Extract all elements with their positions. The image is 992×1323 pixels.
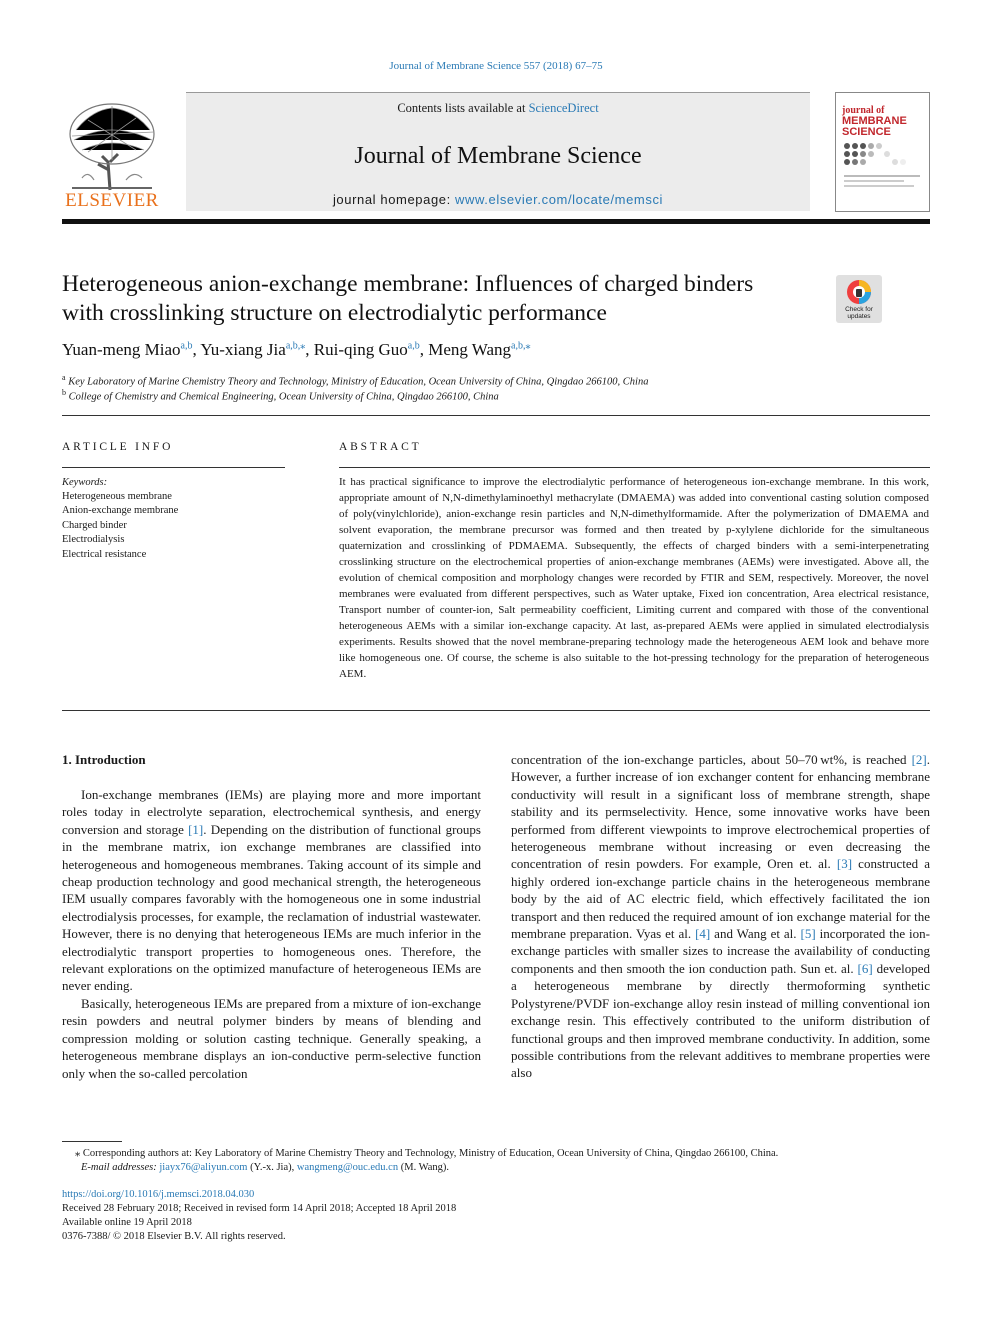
- abstract-text: It has practical significance to improve the electrodialytic performance of heterogeneous ion-exchange membrane. In this work, appropriate amount of N,N-dimethylaminoethyl methacrylate (DMAEMA) was added into conventional casting solution composed of poly(vinylchloride), anion-exchange resin particles and N,N-dimethylformamide. After the polymerization of DMAEMA and solvent evaporation, the membrane precursor was formed and then treated by p-xylylene dichloride for the simultaneous quaternization and crosslinking of PDMAEMA. Subsequently, the effects of charged binders with a semi-interpenetrating crosslinking structure on the electrochemical properties of anion-exchange membranes (AEMs) were investigated. Above all, the evolution of chemical composition and morphology changes were recorded by FTIR and SEM, respectively. Moreover, the novel membranes were evaluated from different perspectives, such as Water uptake, Fixed ion concentration, Area electrical resistance, Transport number of counter-ion, Salt permeability coefficient, Limiting current and compared with those of the conventional heterogeneous AEMs with a similar ion-exchange capacity. At last, as-prepared AEMs were applied in simulated electrodialysis experiments. Results showed that the novel membrane-preparing technology made the heterogeneous AEM look and behave more like homogeneous one. Of course, the scheme is also suitable to the hot-pressing technology for the preparation of heterogeneous AEM.: [339, 476, 929, 680]
- author-separator: ,: [192, 340, 201, 359]
- cover-text-line: [844, 175, 920, 177]
- cover-art-icon: [842, 141, 922, 171]
- online-date: Available online 19 April 2018: [62, 1217, 192, 1228]
- keywords-label: Keywords:: [62, 477, 108, 488]
- header-divider: [62, 219, 930, 224]
- paragraph-text: Ion-exchange membranes (IEMs) are playing more and more important roles today in electrolyte separation, electrochemical synthesis, and energy conversion and storage: [62, 787, 481, 837]
- email-owner: (M. Wang).: [398, 1162, 449, 1173]
- email-link[interactable]: jiayx76@aliyun.com: [159, 1162, 248, 1173]
- email-owner: (Y.-x. Jia),: [247, 1162, 297, 1173]
- contents-prefix: Contents lists available at: [397, 101, 526, 115]
- introduction-heading: 1. Introduction: [62, 752, 146, 767]
- author-name[interactable]: Meng Wang: [428, 340, 512, 359]
- section-divider: [62, 710, 930, 711]
- keyword: Electrodialysis: [62, 534, 125, 546]
- email-label: E-mail addresses:: [81, 1162, 157, 1173]
- sciencedirect-link[interactable]: ScienceDirect: [528, 101, 599, 115]
- email-link[interactable]: wangmeng@ouc.edu.cn: [296, 1162, 399, 1173]
- citation-link[interactable]: [4]: [695, 926, 711, 942]
- author-list: [62, 340, 531, 360]
- crossmark-icon: [846, 279, 872, 305]
- article-info-heading: ARTICLE INFO: [62, 441, 174, 453]
- article-info-divider: [62, 467, 285, 468]
- contents-line: [186, 101, 810, 116]
- abstract-heading: ABSTRACT: [339, 441, 422, 453]
- author-affiliation-marks[interactable]: a,b,⁎: [511, 340, 531, 352]
- elsevier-logo: [62, 100, 162, 212]
- paragraph-text: incorporated the ion-exchange particles with smaller sizes to increase the availability of conducting components and then smooth the ion conduction path. Sun et. al.: [511, 926, 930, 976]
- paragraph-text: and Wang et al.: [710, 926, 801, 942]
- publisher-wordmark: ELSEVIER: [65, 190, 159, 211]
- abstract-divider: [339, 467, 930, 468]
- journal-homepage: [186, 192, 810, 207]
- copyright-notice: 0376-7388/ © 2018 Elsevier B.V. All rights reserved.: [62, 1231, 286, 1242]
- journal-cover-thumbnail[interactable]: [835, 92, 930, 212]
- keywords-list: [62, 490, 292, 562]
- citation-link[interactable]: [5]: [800, 926, 816, 942]
- keyword: Anion-exchange membrane: [62, 505, 179, 517]
- journal-header: [186, 92, 810, 211]
- doi-link[interactable]: https://doi.org/10.1016/j.memsci.2018.04.030: [62, 1189, 255, 1200]
- author-affiliation-marks[interactable]: a,b,⁎: [285, 340, 306, 352]
- author-separator: ,: [419, 340, 429, 359]
- cover-title-line1: journal of: [842, 105, 885, 116]
- body-paragraph: [62, 786, 481, 995]
- corresponding-author-note: ⁎ Corresponding authors at: Key Laboratory of Marine Chemistry Theory and Technology, Ministry of Education, Ocean University of China, Qingdao 266100, China.: [75, 1148, 779, 1159]
- affiliation-b: [62, 388, 499, 403]
- keyword: Charged binder: [62, 519, 127, 531]
- affiliation-mark: a: [62, 373, 66, 382]
- affiliation-a: [62, 373, 648, 388]
- body-paragraph: [62, 995, 481, 1082]
- author-name[interactable]: Yu-xiang Jia: [200, 340, 286, 359]
- article-title-line1: Heterogeneous anion-exchange membrane: Influences of charged binders: [62, 271, 754, 297]
- footnote-divider: [62, 1141, 122, 1142]
- cover-text-line: [844, 185, 914, 187]
- paragraph-text: constructed a highly ordered ion-exchange particle chains in the heterogeneous membrane body by the aid of AC electric field, which effectively facilitated the ion transport and then reduced the required amount of ion exchange material for the membrane preparation. Vyas et al.: [511, 856, 930, 942]
- author-affiliation-marks[interactable]: a,b: [180, 340, 193, 352]
- keyword: Heterogeneous membrane: [62, 491, 172, 502]
- citation-link[interactable]: [2]: [911, 752, 927, 767]
- citation-link[interactable]: [1]: [188, 821, 204, 837]
- author-name[interactable]: Yuan-meng Miao: [62, 340, 181, 359]
- author-separator: ,: [305, 340, 314, 359]
- affiliation-text: Key Laboratory of Marine Chemistry Theory and Technology, Ministry of Education, Ocean University of China, Qingdao 266100, China: [68, 376, 649, 388]
- homepage-prefix: journal homepage:: [332, 192, 451, 207]
- cover-title-line2: MEMBRANE: [842, 115, 907, 127]
- received-dates: Received 28 February 2018; Received in revised form 14 April 2018; Accepted 18 April 2018: [62, 1203, 457, 1214]
- author-name[interactable]: Rui-qing Guo: [313, 340, 408, 359]
- affiliation-text: College of Chemistry and Chemical Engineering, Ocean University of China, Qingdao 266100, China: [68, 391, 499, 403]
- citation-link[interactable]: [6]: [857, 960, 873, 976]
- body-column-right: [511, 751, 930, 1082]
- body-paragraph: [511, 751, 930, 1082]
- body-column-left: [62, 786, 481, 1082]
- section-divider: [62, 415, 930, 416]
- article-title-line2: with crosslinking structure on electrodialytic performance: [62, 300, 607, 326]
- cover-title-line3: SCIENCE: [842, 126, 891, 138]
- paragraph-text: concentration of the ion-exchange particles, about 50–70 wt%, is reached: [511, 752, 912, 767]
- keyword: Electrical resistance: [62, 548, 147, 560]
- article-title: [62, 270, 822, 328]
- homepage-link[interactable]: www.elsevier.com/locate/memsci: [455, 192, 664, 207]
- paragraph-text: developed a heterogeneous membrane by directly thermoforming synthetic Polystyrene/PVDF ion-exchange alloy resin instead of milling conventional ion exchange resin. This effectively contributed to the uniform distribution of functional groups and then improved membrane conductivity. In addition, some possible contributions from the relevant additives to membrane properties were also: [511, 960, 931, 1081]
- cover-text-line: [844, 180, 904, 182]
- check-for-updates-badge[interactable]: [836, 275, 882, 323]
- tree-icon: [62, 100, 162, 192]
- journal-citation[interactable]: Journal of Membrane Science 557 (2018) 67–75: [389, 60, 603, 72]
- paragraph-text: . However, a further increase of ion exchanger content for enhancing membrane conductivity will result in a significant loss of membrane strength, shape stability and its permselectivity. Hence, some innovative works have been performed from different viewpoints to improve electrochemical properties of heterogeneous membrane without increasing or even decreasing the concentration of resin powders. For example, Oren et. al.: [511, 752, 930, 872]
- affiliation-mark: b: [62, 388, 66, 397]
- crossmark-label: Check for updates: [845, 306, 873, 320]
- paragraph-text: Basically, heterogeneous IEMs are prepared from a mixture of ion-exchange resin powders and neutral polymer binders by means of blending and compression molding or solution casting technique. Generally speaking, a heterogeneous membrane displays an ion-conductive perm-selective function only when the so-called percolation: [62, 995, 481, 1081]
- citation-link[interactable]: [3]: [836, 856, 853, 872]
- email-addresses: [81, 1162, 449, 1173]
- author-affiliation-marks[interactable]: a,b: [407, 340, 420, 352]
- journal-title: Journal of Membrane Science: [354, 143, 642, 169]
- paragraph-text: . Depending on the distribution of functional groups in the membrane matrix, ion exchange membranes are classified into heterogeneous and homogeneous membranes. Taking account of its simple and cheap production technology and good mechanical strength, the heterogeneous IEM usually compares favorably with the homogeneous one in some industrial electrodialysis processes, for example, the reclamation of industrial wastewater. However, there is no denying that heterogeneous IEMs are much inferior in the electrodialytic transport properties to homogeneous ones. Therefore, the relevant explorations on the optimized manufacture of heterogeneous IEMs are never ending.: [62, 821, 481, 994]
